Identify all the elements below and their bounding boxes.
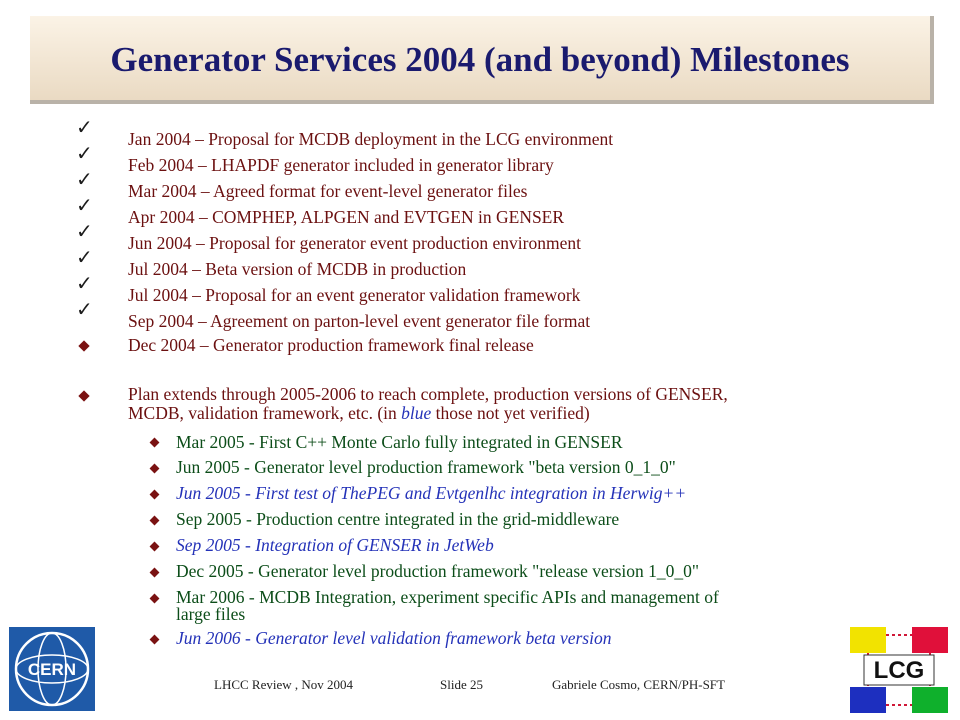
plan-item: Jun 2005 - Generator level production framework "beta version 0_1_0" <box>176 457 676 477</box>
lcg-logo-graphic <box>848 625 950 715</box>
diamond-bullet-icon <box>150 516 160 526</box>
plan-line-2-blue: blue <box>401 403 432 423</box>
milestone-item: Feb 2004 – LHAPDF generator included in generator library <box>128 155 554 175</box>
milestone-item: Apr 2004 – COMPHEP, ALPGEN and EVTGEN in GENSER <box>128 207 565 227</box>
milestone-item: Dec 2004 – Generator production framework final release <box>128 335 534 355</box>
checkmark-icon: ✓ <box>76 195 93 217</box>
cern-logo-text: CERN <box>27 660 77 679</box>
plan-item-unverified: Jun 2006 - Generator level validation framework beta version <box>176 628 612 648</box>
diamond-bullet-icon <box>78 390 89 401</box>
cern-logo <box>9 627 95 711</box>
footer-event: LHCC Review , Nov 2004 <box>214 677 354 692</box>
plan-item: Mar 2005 - First C++ Monte Carlo fully integrated in GENSER <box>176 432 623 452</box>
checkmark-icon: ✓ <box>76 299 93 321</box>
plan-item-unverified: Jun 2005 - First test of ThePEG and Evtgenlhc integration in Herwig++ <box>176 483 687 503</box>
checkmark-icon: ✓ <box>76 221 93 243</box>
plan-line-2-suffix: those not yet verified) <box>431 403 590 423</box>
lcg-logo <box>848 625 950 715</box>
checkmark-icon: ✓ <box>76 117 93 139</box>
diamond-bullet-icon <box>150 568 160 578</box>
diamond-bullet-icon <box>78 340 89 351</box>
milestone-item: Sep 2004 – Agreement on parton-level event generator file format <box>128 311 591 331</box>
plan-line-2-prefix: MCDB, validation framework, etc. (in <box>128 403 402 423</box>
plan-item: Dec 2005 - Generator level production framework "release version 1_0_0" <box>176 561 700 581</box>
cern-logo-graphic <box>9 627 95 711</box>
milestone-item: Jul 2004 – Beta version of MCDB in production <box>128 259 467 279</box>
plan-line-1: Plan extends through 2005-2006 to reach complete, production versions of GENSER, <box>128 384 728 404</box>
diamond-bullet-icon <box>150 464 160 474</box>
checkmark-icon: ✓ <box>76 169 93 191</box>
lcg-logo-text: LCG <box>873 657 925 684</box>
plan-item-continuation: large files <box>176 604 246 624</box>
milestone-item: Jul 2004 – Proposal for an event generator validation framework <box>128 285 581 305</box>
diamond-bullet-icon <box>150 635 160 645</box>
milestone-item: Jun 2004 – Proposal for generator event production environment <box>128 233 581 253</box>
footer-author: Gabriele Cosmo, CERN/PH-SFT <box>552 677 725 692</box>
plan-line-2 <box>128 403 590 423</box>
footer-slide-number: Slide 25 <box>440 677 483 692</box>
plan-item-unverified: Sep 2005 - Integration of GENSER in JetWeb <box>176 535 494 555</box>
checkmark-icon: ✓ <box>76 143 93 165</box>
checkmark-icon: ✓ <box>76 247 93 269</box>
checkmark-icon: ✓ <box>76 273 93 295</box>
diamond-bullet-icon <box>150 490 160 500</box>
title-bar <box>30 16 934 104</box>
diamond-bullet-icon <box>150 438 160 448</box>
diamond-bullet-icon <box>150 594 160 604</box>
milestone-item: Mar 2004 – Agreed format for event-level generator files <box>128 181 528 201</box>
diamond-bullet-icon <box>150 542 160 552</box>
plan-item: Mar 2006 - MCDB Integration, experiment specific APIs and management of <box>176 587 719 607</box>
plan-item: Sep 2005 - Production centre integrated in the grid-middleware <box>176 509 620 529</box>
slide-title: Generator Services 2004 (and beyond) Milestones <box>110 40 850 79</box>
milestone-item: Jan 2004 – Proposal for MCDB deployment in the LCG environment <box>128 129 614 149</box>
